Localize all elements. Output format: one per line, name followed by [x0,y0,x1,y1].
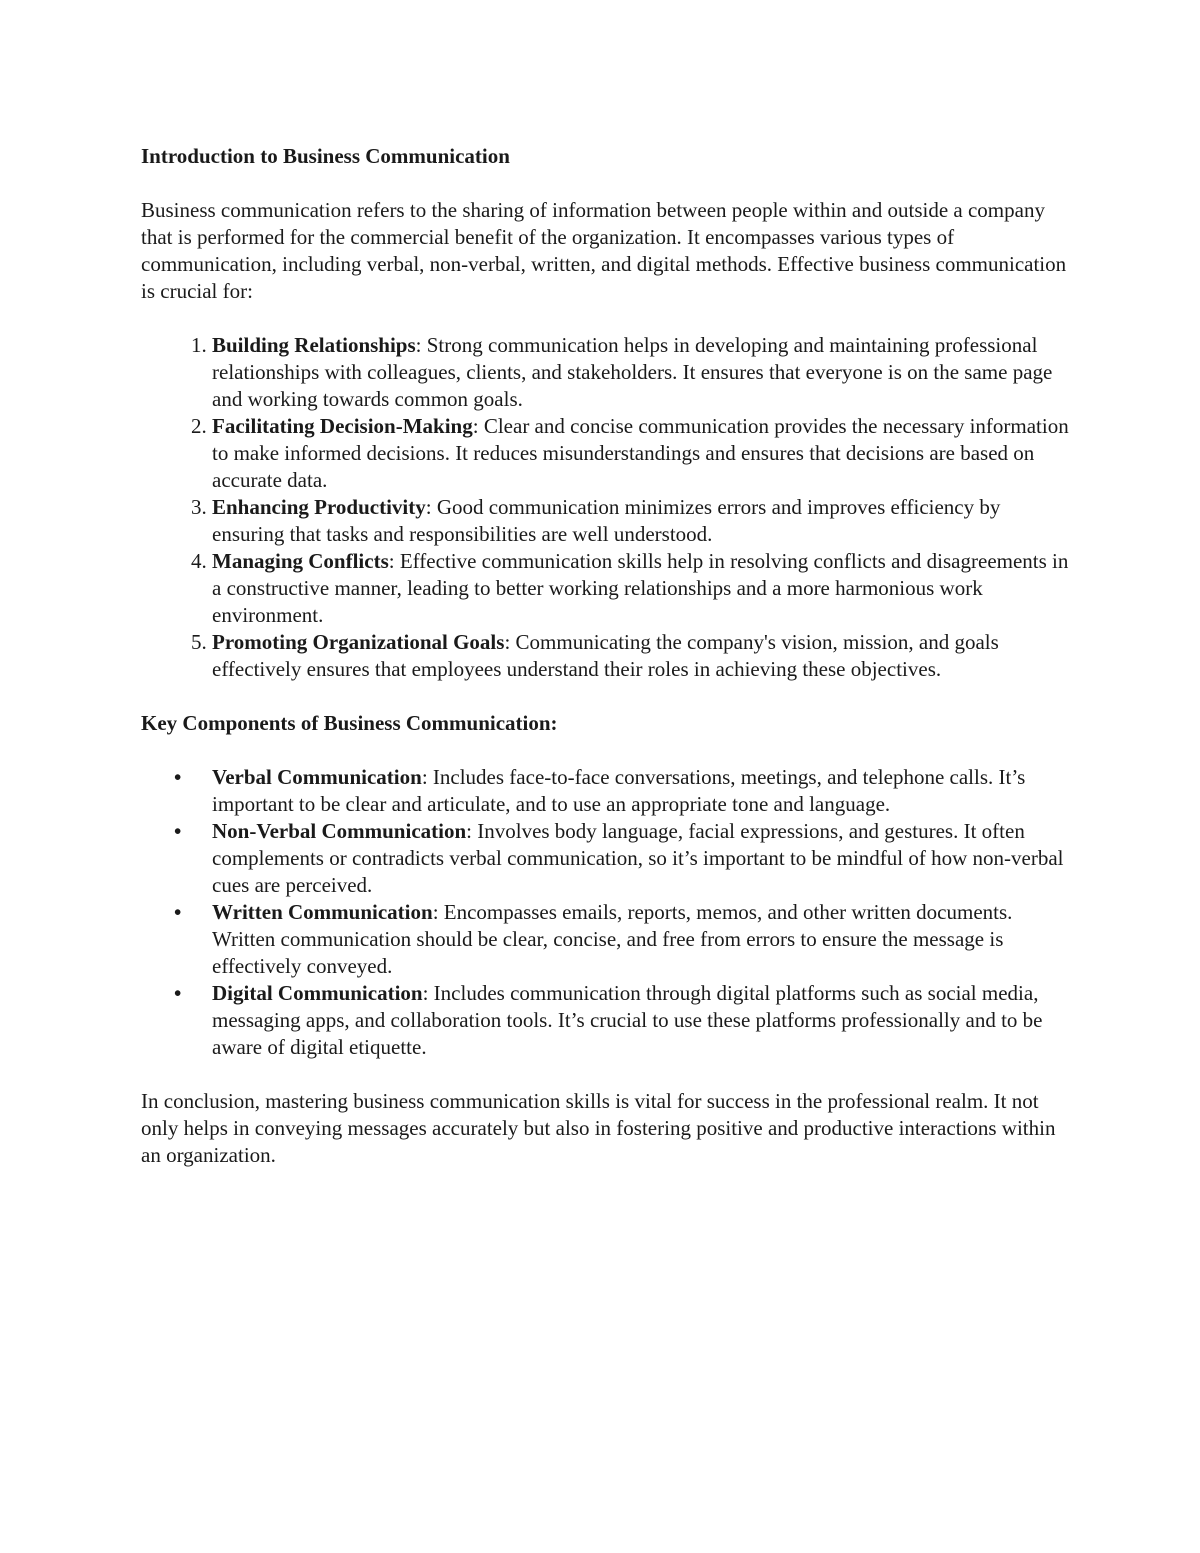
list-item-term: Enhancing Productivity [212,495,426,519]
list-item-text: : Strong communication helps in developing and maintaining professional relationships with colleagues, clients, and stakeholders. It ensures that everyone is on the same page and working towards common goals. [212,333,1053,411]
list-item [212,494,1071,548]
list-item [212,629,1071,683]
list-item-term: Managing Conflicts [212,549,389,573]
list-item [212,548,1071,629]
list-item-text: : Clear and concise communication provides the necessary information to make informed decisions. It reduces misunderstandings and ensures that decisions are based on accurate data. [212,414,1069,492]
list-item-term: Written Communication [212,900,433,924]
list-item-text: : Good communication minimizes errors and improves efficiency by ensuring that tasks and responsibilities are well understood. [212,495,1001,546]
list-item-term: Digital Communication [212,981,423,1005]
list-item-text: : Includes communication through digital platforms such as social media, messaging apps, and collaboration tools. It’s crucial to use these platforms professionally and to be aware of digital etiquette. [212,981,1043,1059]
list-item-term: Verbal Communication [212,765,422,789]
list-item-text: : Effective communication skills help in resolving conflicts and disagreements in a constructive manner, leading to better working relationships and a more harmonious work environment. [212,549,1069,627]
list-item-term: Promoting Organizational Goals [212,630,505,654]
list-item [212,332,1071,413]
list-item [212,413,1071,494]
list-item-term: Facilitating Decision-Making [212,414,473,438]
list-item-text: : Involves body language, facial expressions, and gestures. It often complements or contradicts verbal communication, so it’s important to be mindful of how non-verbal cues are perceived. [212,819,1064,897]
intro-paragraph: Business communication refers to the sharing of information between people within and outside a company that is performed for the commercial benefit of the organization. It encompasses various types of communication, including verbal, non-verbal, written, and digital methods. Effective business communication is crucial for: [141,198,1067,303]
conclusion-paragraph: In conclusion, mastering business communication skills is vital for success in the professional realm. It not only helps in conveying messages accurately but also in fostering positive and productive interactions within an organization. [141,1089,1056,1167]
components-heading: Key Components of Business Communication: [141,711,558,735]
benefits-list [141,332,1071,683]
bullet-icon: • [174,981,182,1005]
document-body [141,143,1071,1196]
list-item [174,764,1071,818]
list-item-text: : Encompasses emails, reports, memos, and other written documents. Written communication should be clear, concise, and free from errors to ensure the message is effectively conveyed. [212,900,1013,978]
bullet-icon: • [174,819,182,843]
components-list [141,764,1071,1061]
bullet-icon: • [174,900,182,924]
list-item-term: Non-Verbal Communication [212,819,467,843]
list-item-text: : Includes face-to-face conversations, meetings, and telephone calls. It’s important to be clear and articulate, and to use an appropriate tone and language. [212,765,1026,816]
list-item [174,818,1071,899]
list-item [174,980,1071,1061]
bullet-icon: • [174,765,182,789]
list-item [174,899,1071,980]
document-title: Introduction to Business Communication [141,144,510,168]
list-item-term: Building Relationships [212,333,416,357]
list-item-text: : Communicating the company's vision, mission, and goals effectively ensures that employees understand their roles in achieving these objectives. [212,630,999,681]
